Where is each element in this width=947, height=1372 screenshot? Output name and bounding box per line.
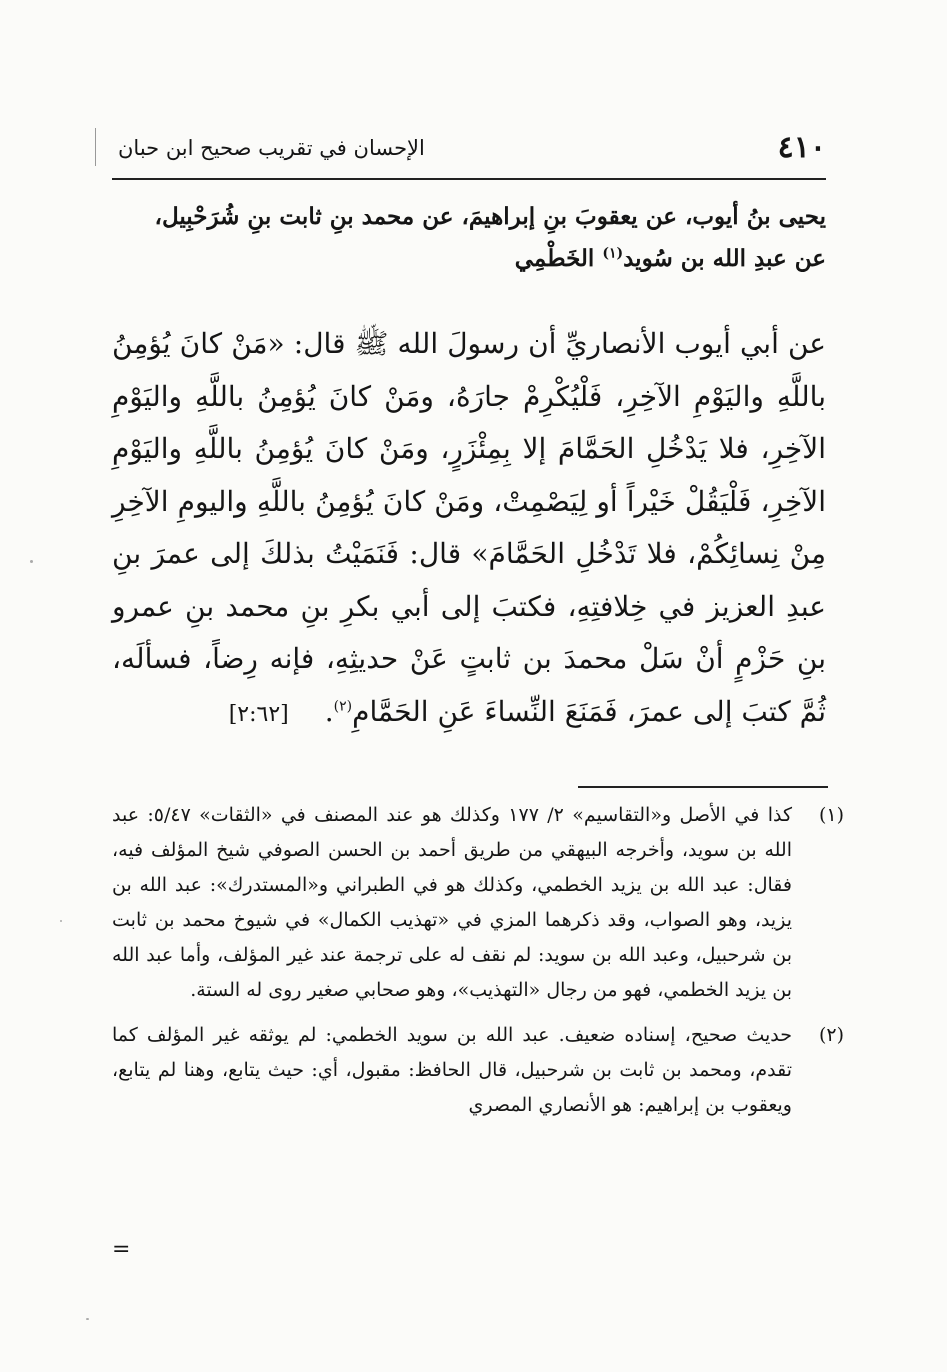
running-title: الإحسان في تقريب صحيح ابن حبان (118, 136, 425, 160)
footnote-text: كذا في الأصل و«التقاسيم» ٢/ ١٧٧ وكذلك هو عند المصنف في «الثقات» ٥/٤٧: عبد الله بن سويد، وأخرجه البيهقي من طريق أحمد بن الحسن الصوفي شيخ المؤلف فيه، فقال: عبد الله بن يزيد الخطمي، وكذلك هو في الطبراني و«المستدرك»: عبد الله بن يزيد، وهو الصواب، وقد ذكرهما المزي في «تهذيب الكمال» في شيوخ محمد بن ثابت بن شرحبيل، وعبد الله بن سويد: لم نقف له على ترجمة عند غير المؤلف، وأما عبد الله بن يزيد الخطمي، فهو من رجال «التهذيب»، وهو صحابي صغير روى له الستة. (112, 804, 793, 1001)
footnote-number: (٢) (818, 1024, 844, 1046)
page-header (112, 124, 826, 176)
footnote-number: (١) (818, 804, 844, 826)
isnad-line-2-text: عن عبدِ الله بن سُويد (623, 245, 826, 272)
footnote-ref-1: (١) (602, 245, 624, 262)
footnote-ref-2: (٢) (333, 698, 353, 715)
footnote-text: حديث صحيح، إسناده ضعيف. عبد الله بن سويد الخطمي: لم يوثقه غير المؤلف كما تقدم، ومحمد بن ثابت بن شرحبيل، قال الحافظ: مقبول، أي: حيث يتابع، وهنا لم يتابع، ويعقوب بن إبراهيم: هو الأنصاري المصري (112, 1024, 792, 1116)
scan-speck (86, 1318, 89, 1320)
footnotes (112, 798, 844, 1133)
scan-speck (60, 920, 62, 922)
continuation-mark: = (112, 1237, 131, 1262)
hadith-body: عن أبي أيوب الأنصاريِّ أن رسولَ الله ﷺ قال: «مَنْ كانَ يُؤمِنُ باللَّهِ واليَوْمِ الآخِرِ، فَلْيُكْرِمْ جارَهُ، ومَنْ كانَ يُؤمِنُ باللَّهِ واليَوْمِ الآخِرِ، فلا يَدْخُلِ الحَمَّامَ إلا بِمِئْزَرٍ، ومَنْ كانَ يُؤمِنُ باللَّهِ واليَوْمِ الآخِرِ، فَلْيَقُلْ خَيْراً أو لِيَصْمِتْ، ومَنْ كانَ يُؤمِنُ باللَّهِ واليومِ الآخِرِ مِنْ نِسائِكُمْ، فلا تَدْخُلِ الحَمَّامَ» قال: فَنَمَيْتُ بذلكَ إلى عمرَ بنِ عبدِ العزيز في خِلافتِهِ، فكتبَ إلى أبي بكرِ بنِ محمد بنِ عمرو بنِ حَزْمٍ أنْ سَلْ محمدَ بن ثابتٍ عَنْ حديثِهِ، فإنه رِضاً، فسألَه، ثُمَّ كتبَ إلى عمرَ، فَمَنَعَ النِّساءَ عَنِ الحَمَّامِ (112, 327, 826, 728)
hadith-text (112, 318, 826, 741)
footnote-1 (112, 798, 844, 1008)
header-rule (112, 178, 826, 180)
page-number: ٤١٠ (777, 130, 826, 165)
footnote-rule (578, 786, 828, 788)
hadith-reference: [٢:٦٢] (228, 701, 289, 727)
isnad-line-1: يحيى بنُ أيوب، عن يعقوبَ بنِ إبراهيمَ، عن محمد بنِ ثابت بنِ شُرَحْبِيل، (154, 203, 826, 230)
footnote-2 (112, 1018, 844, 1123)
hadith-paragraph: عن أبي أيوب الأنصاريِّ أن رسولَ الله ﷺ قال: «مَنْ كانَ يُؤمِنُ باللَّهِ واليَوْمِ الآخِرِ، فَلْيُكْرِمْ جارَهُ، ومَنْ كانَ يُؤمِنُ باللَّهِ واليَوْمِ الآخِرِ، فلا يَدْخُلِ الحَمَّامَ إلا بِمِئْزَرٍ، ومَنْ كانَ يُؤمِنُ باللَّهِ واليَوْمِ الآخِرِ، فَلْيَقُلْ خَيْراً أو لِيَصْمِتْ، ومَنْ كانَ يُؤمِنُ باللَّهِ واليومِ الآخِرِ مِنْ نِسائِكُمْ، فلا تَدْخُلِ الحَمَّامَ» قال: فَنَمَيْتُ بذلكَ إلى عمرَ بنِ عبدِ العزيز في خِلافتِهِ، فكتبَ إلى أبي بكرِ بنِ محمد بنِ عمرو بنِ حَزْمٍ أنْ سَلْ محمدَ بن ثابتٍ عَنْ حديثِهِ، فإنه رِضاً، فسألَه، ثُمَّ كتبَ إلى عمرَ، فَمَنَعَ النِّساءَ عَنِ الحَمَّامِ$^{(٢)}$.[٢:٦٢] (112, 318, 826, 741)
margin-mark (95, 128, 96, 166)
isnad-line-2 (112, 238, 826, 280)
isnad-chain (112, 196, 826, 280)
scan-speck (30, 560, 33, 563)
isnad-line-2-end: الخَطْمِي (514, 245, 603, 272)
